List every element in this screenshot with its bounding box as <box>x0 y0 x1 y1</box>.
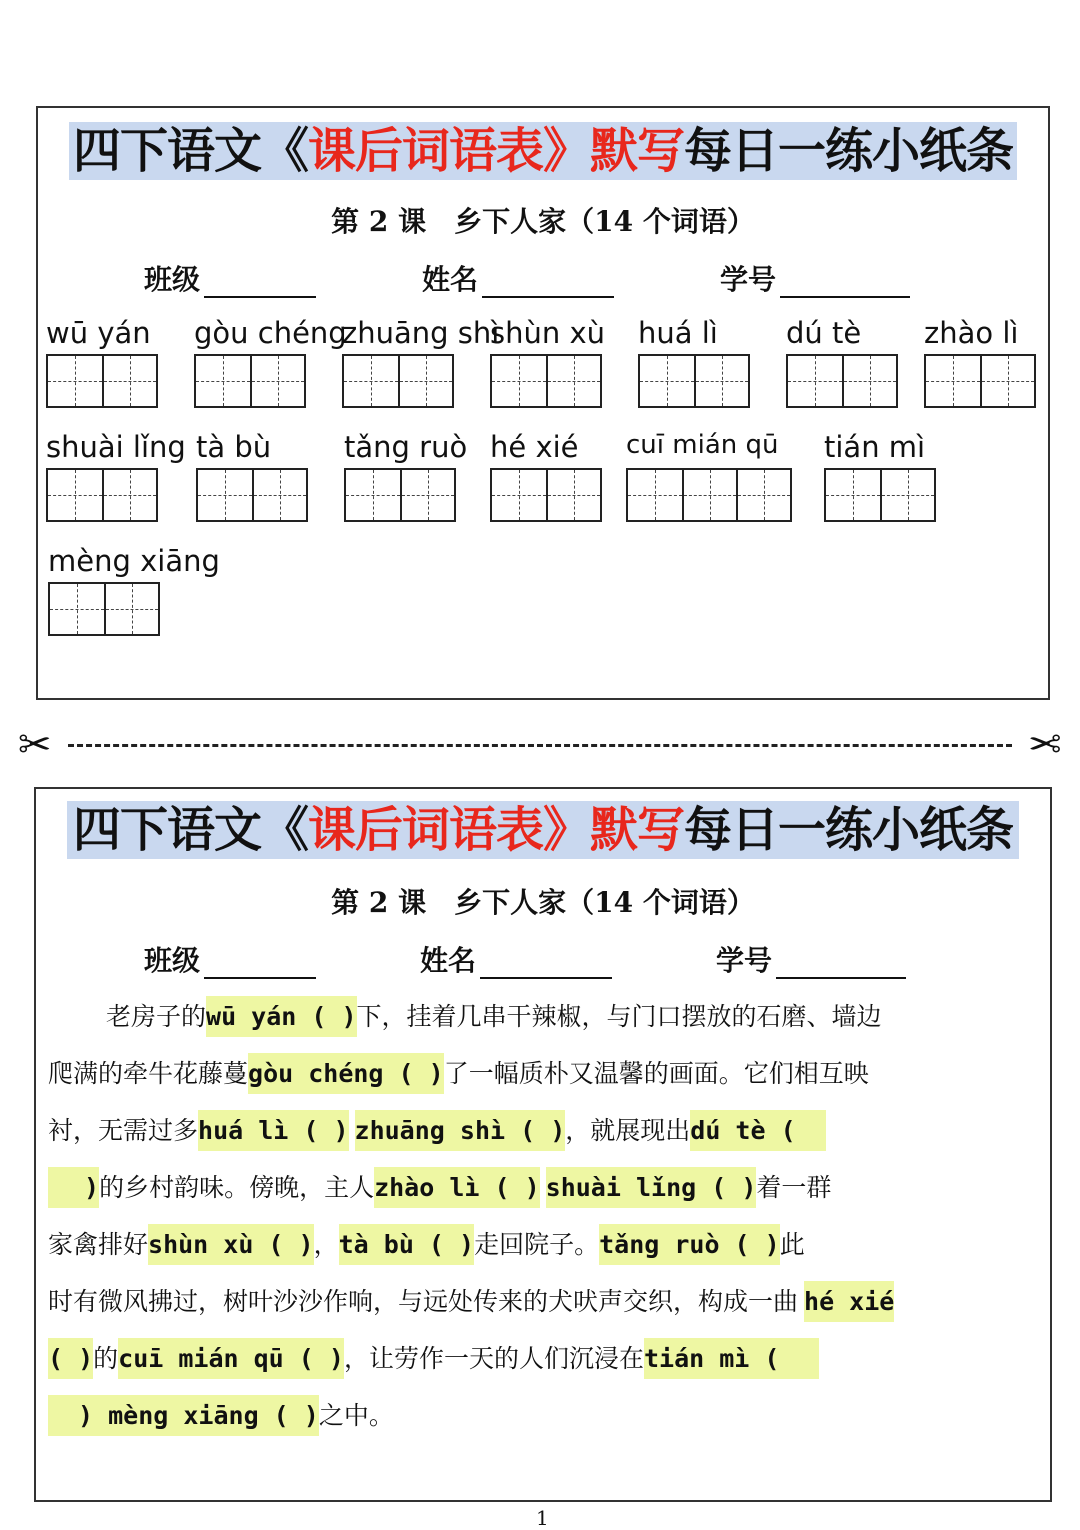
pinyin-blank[interactable]: dú tè ( <box>690 1110 825 1151</box>
pinyin-blank[interactable]: tǎng ruò ( ) <box>599 1224 780 1265</box>
lesson-heading: 第 2 课 乡下人家（14 个词语） <box>331 205 755 238</box>
pinyin-blank[interactable]: tián mì ( <box>644 1338 819 1379</box>
grid-cell[interactable] <box>826 470 880 520</box>
title-part1: 四下语文《 <box>72 802 308 858</box>
name-label: 姓名 <box>420 944 477 977</box>
title-part3: 每日一练小纸条 <box>684 123 1014 179</box>
grid-cell[interactable] <box>346 470 400 520</box>
pinyin-label: tián mì <box>824 430 926 464</box>
class-blank[interactable] <box>204 947 316 979</box>
passage-text: 爬满的牵牛花藤蔓 <box>48 1059 249 1088</box>
writing-grid[interactable] <box>194 354 306 408</box>
id-blank[interactable] <box>776 947 906 979</box>
pinyin-label: dú tè <box>786 316 862 350</box>
passage-text: ，让劳作一天的人们沉浸在 <box>343 1344 644 1373</box>
grid-cell[interactable] <box>880 470 934 520</box>
pinyin-blank[interactable]: tà bù ( ) <box>339 1224 474 1265</box>
passage-text: 此 <box>779 1230 805 1259</box>
grid-cell[interactable] <box>398 356 452 406</box>
writing-grid[interactable] <box>786 354 898 408</box>
grid-cell[interactable] <box>198 470 252 520</box>
grid-cell[interactable] <box>48 356 102 406</box>
passage-line <box>48 991 882 1043</box>
passage-line <box>48 1048 869 1100</box>
writing-grid[interactable] <box>490 468 602 522</box>
name-blank[interactable] <box>480 947 612 979</box>
name-label: 姓名 <box>422 263 479 296</box>
class-label: 班级 <box>144 263 201 296</box>
pinyin-label: zhuāng shì <box>342 316 500 350</box>
writing-grid[interactable] <box>638 354 750 408</box>
writing-grid[interactable] <box>344 468 456 522</box>
writing-grid[interactable] <box>48 582 160 636</box>
scissors-icon: ✂ <box>1028 722 1062 768</box>
passage-text: 走回院子。 <box>474 1230 600 1259</box>
writing-grid[interactable] <box>46 354 158 408</box>
pinyin-blank[interactable]: hé xié <box>804 1281 894 1322</box>
grid-cell[interactable] <box>736 470 790 520</box>
worksheet-bottom <box>34 787 1052 1502</box>
pinyin-label: gòu chéng <box>194 316 347 350</box>
id-label: 学号 <box>716 944 773 977</box>
passage-text: ，就展现出 <box>565 1116 691 1145</box>
grid-cell[interactable] <box>250 356 304 406</box>
passage-text: 衬，无需过多 <box>48 1116 199 1145</box>
pinyin-label: mèng xiāng <box>48 544 220 578</box>
pinyin-blank[interactable]: gòu chéng ( ) <box>248 1053 444 1094</box>
grid-cell[interactable] <box>640 356 694 406</box>
writing-grid[interactable] <box>490 354 602 408</box>
grid-cell[interactable] <box>400 470 454 520</box>
grid-cell[interactable] <box>344 356 398 406</box>
passage-text: 之中。 <box>318 1401 394 1430</box>
pinyin-label: cuī mián qū <box>626 430 779 460</box>
passage-text: ， <box>313 1230 339 1259</box>
grid-cell[interactable] <box>492 356 546 406</box>
grid-cell[interactable] <box>788 356 842 406</box>
worksheet-title <box>36 801 1050 859</box>
page-number: 1 <box>536 1506 549 1530</box>
passage-text: 着一群 <box>756 1173 832 1202</box>
grid-cell[interactable] <box>196 356 250 406</box>
grid-cell[interactable] <box>628 470 682 520</box>
grid-cell[interactable] <box>252 470 306 520</box>
scissors-icon: ✂ <box>18 722 52 768</box>
grid-cell[interactable] <box>926 356 980 406</box>
grid-cell[interactable] <box>682 470 736 520</box>
passage-line <box>48 1105 826 1157</box>
passage-text: 的 <box>93 1344 119 1373</box>
title-part2: 课后词语表》默写 <box>307 123 684 179</box>
writing-grid[interactable] <box>626 468 792 522</box>
title-part3: 每日一练小纸条 <box>684 802 1014 858</box>
passage-text: 下，挂着几串干辣椒，与门口摆放的石磨、墙边 <box>356 1002 882 1031</box>
grid-cell[interactable] <box>48 470 102 520</box>
pinyin-label: tǎng ruò <box>344 430 468 464</box>
pinyin-blank[interactable]: cuī mián qū ( ) <box>118 1338 344 1379</box>
writing-grid[interactable] <box>46 468 158 522</box>
title-part1: 四下语文《 <box>72 123 308 179</box>
pinyin-label: shùn xù <box>490 316 606 350</box>
cut-line <box>18 722 1062 768</box>
pinyin-label: wū yán <box>46 316 151 350</box>
grid-cell[interactable] <box>492 470 546 520</box>
class-blank[interactable] <box>204 266 316 298</box>
passage-line <box>48 1276 894 1328</box>
writing-grid[interactable] <box>342 354 454 408</box>
name-blank[interactable] <box>482 266 614 298</box>
passage-text: 时有微风拂过，树叶沙沙作响，与远处传来的犬吠声交织，构成一曲 <box>48 1287 799 1316</box>
worksheet-title <box>38 122 1048 180</box>
passage-line <box>48 1162 831 1214</box>
lesson-heading: 第 2 课 乡下人家（14 个词语） <box>331 886 755 919</box>
title-part2: 课后词语表》默写 <box>307 802 684 858</box>
passage-text: 的乡村韵味。傍晚，主人 <box>99 1173 375 1202</box>
writing-grid[interactable] <box>824 468 936 522</box>
dashed-divider <box>68 744 1012 747</box>
grid-cell[interactable] <box>980 356 1034 406</box>
pinyin-blank[interactable]: shuài lǐng ( ) <box>546 1167 757 1208</box>
class-label: 班级 <box>144 944 201 977</box>
passage-line <box>48 1390 394 1442</box>
pinyin-blank[interactable]: huá lì ( ) <box>198 1110 349 1151</box>
grid-cell[interactable] <box>546 356 600 406</box>
passage-line <box>48 1219 805 1271</box>
id-blank[interactable] <box>780 266 910 298</box>
writing-grid[interactable] <box>196 468 308 522</box>
id-label: 学号 <box>720 263 777 296</box>
grid-cell[interactable] <box>102 356 156 406</box>
pinyin-label: zhào lì <box>924 316 1019 350</box>
passage-line <box>48 1333 819 1385</box>
pinyin-blank[interactable]: ) mèng xiāng ( ) <box>48 1395 319 1436</box>
pinyin-blank[interactable]: zhào lì ( ) <box>374 1167 540 1208</box>
pinyin-label: shuài lǐng <box>46 430 186 464</box>
pinyin-label: huá lì <box>638 316 718 350</box>
pinyin-label: tà bù <box>196 430 272 464</box>
pinyin-blank[interactable]: shùn xù ( ) <box>148 1224 314 1265</box>
writing-grid[interactable] <box>924 354 1036 408</box>
pinyin-blank[interactable]: wū yán ( ) <box>206 996 357 1037</box>
passage-text: 了一幅质朴又温馨的画面。它们相互映 <box>443 1059 869 1088</box>
grid-cell[interactable] <box>694 356 748 406</box>
pinyin-blank[interactable]: zhuāng shì ( ) <box>355 1110 566 1151</box>
grid-cell[interactable] <box>842 356 896 406</box>
grid-cell[interactable] <box>546 470 600 520</box>
passage-text: 老房子的 <box>106 1002 207 1031</box>
grid-cell[interactable] <box>102 470 156 520</box>
passage-text: 家禽排好 <box>48 1230 149 1259</box>
worksheet-top <box>36 106 1050 700</box>
grid-cell[interactable] <box>104 584 158 634</box>
grid-cell[interactable] <box>50 584 104 634</box>
pinyin-blank[interactable]: ( ) <box>48 1338 93 1379</box>
pinyin-label: hé xié <box>490 430 579 464</box>
pinyin-blank[interactable]: ) <box>48 1167 99 1208</box>
